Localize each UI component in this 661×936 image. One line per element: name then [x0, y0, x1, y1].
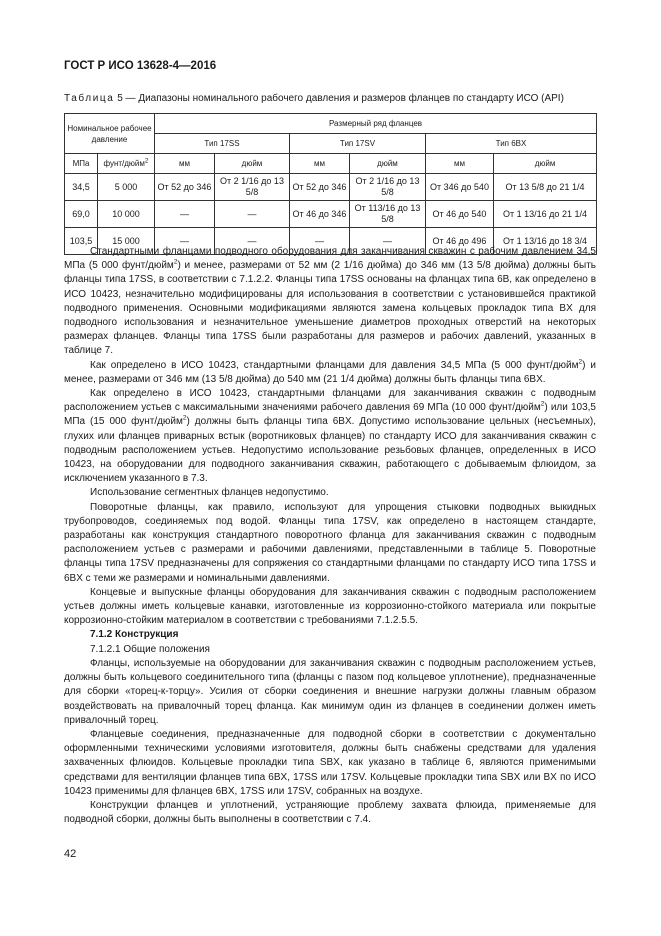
cell-mpa: 69,0 [65, 201, 98, 228]
cell-psi: 15 000 [98, 228, 155, 255]
unit-mm: мм [155, 154, 215, 174]
cell-psi: 10 000 [98, 201, 155, 228]
paragraph: Поворотные фланцы, как правило, используют для упрощения стыковки подводных выкидных трубопроводов, соединяемых под водой. Фланцы типа 17SV, как определено в настоящем стандарте, разработаны как конструкция стандартного поворотного фланца для заканчивания скважин с подводным расположением устьев с размерами и рабочими давлениями, представленными в таблице 5. Поворотные фланцы типа 17SV предназначены для сопряжения со стандартными фланцами по стандарту ИСО типа 17SS и 6BX с теми же размерами и номинальными давлениями. [64, 501, 596, 584]
header-flange-series: Размерный ряд фланцев [155, 114, 597, 134]
cell-17ss-inch: — [215, 228, 290, 255]
cell-17ss-inch: От 2 1/16 до 13 5/8 [215, 174, 290, 201]
table-row [65, 174, 597, 201]
cell-17ss-mm: — [155, 201, 215, 228]
flange-table [64, 113, 597, 255]
cell-17sv-mm: От 46 до 346 [290, 201, 350, 228]
paragraph: Фланцевые соединения, предназначенные для подводной сборки в соответствии с документально оформленными техническими условиями изготовителя, должны быть снабжены средствами для удаления захваченных флюидов. Кольцевые прокладки типа SBX, как указано в таблице 6, являются применимыми средствами для вентиляции фланцев типа 6BX, 17SS или 17SV. Кольцевые прокладки типа SBX или BX по ИСО 10423 применимы для фланцев 6BX, 17SS или 17SV, собранных на воздухе. [64, 728, 596, 797]
unit-inch: дюйм [350, 154, 426, 174]
cell-psi: 5 000 [98, 174, 155, 201]
cell-17sv-inch: — [350, 228, 426, 255]
paragraph: Как определено в ИСО 10423, стандартными фланцами для давления 34,5 МПа (5 000 фунт/дюйм$^2$) и менее, размерами от 346 мм (13 5/8 дюйма) до 540 мм (21 1/4 дюйма) должны быть фланцы типа 6BX. [64, 358, 596, 385]
header-pressure: Номинальное рабочее давление [65, 114, 155, 154]
unit-mm: мм [290, 154, 350, 174]
paragraph: Концевые и выпускные фланцы оборудования для заканчивания скважин с подводным расположением устьев должны иметь кольцевые канавки, изготовленные из коррозионно-стойкого материала или покрытые коррозионно-стойким материалом в соответствии с требованиями 7.1.2.5.5. [64, 586, 596, 627]
cell-6bx-inch: От 13 5/8 до 21 1/4 [494, 174, 597, 201]
table-caption-text: 5 — Диапазоны номинального рабочего давления и размеров фланцев по стандарту ИСО (API) [117, 93, 564, 104]
unit-psi: фунт/дюйм$^2$ [98, 154, 155, 174]
cell-6bx-mm: От 46 до 540 [426, 201, 494, 228]
cell-17sv-mm: — [290, 228, 350, 255]
table-caption [64, 93, 564, 104]
cell-6bx-inch: От 1 13/16 до 18 3/4 [494, 228, 597, 255]
header-type-17ss: Тип 17SS [155, 134, 290, 154]
cell-17ss-mm: От 52 до 346 [155, 174, 215, 201]
document-body [64, 245, 596, 827]
cell-mpa: 34,5 [65, 174, 98, 201]
paragraph: Конструкции фланцев и уплотнений, устраняющие проблему захвата флюида, применяемые для подводной сборки, должны быть выполнены в соответствии с 7.4. [64, 799, 596, 826]
cell-17ss-inch: — [215, 201, 290, 228]
cell-6bx-mm: От 46 до 496 [426, 228, 494, 255]
cell-17sv-mm: От 52 до 346 [290, 174, 350, 201]
cell-6bx-mm: От 346 до 540 [426, 174, 494, 201]
subsection-heading: 7.1.2.1 Общие положения [90, 643, 210, 655]
header-type-6bx: Тип 6BX [426, 134, 597, 154]
cell-6bx-inch: От 1 13/16 до 21 1/4 [494, 201, 597, 228]
unit-inch: дюйм [215, 154, 290, 174]
unit-mm: мм [426, 154, 494, 174]
cell-17sv-inch: От 113/16 до 13 5/8 [350, 201, 426, 228]
header-type-17sv: Тип 17SV [290, 134, 426, 154]
table-caption-prefix: Таблица [64, 93, 115, 104]
section-heading: 7.1.2 Конструкция [90, 629, 179, 641]
paragraph: Фланцы, используемые на оборудовании для заканчивания скважин с подводным расположением устьев, должны быть кольцевого соединительного типа (фланцы с пазом под кольцевое уплотнение), предназначенные для сборки «торец-к-торцу». Усилия от сборки соединения и внешние нагрузки должны главным образом воздействовать на привалочный торец фланца. Как минимум один из фланцев в соединении должен иметь привалочный торец. [64, 657, 596, 726]
paragraph: Как определено в ИСО 10423, стандартными фланцами для заканчивания скважин с подводным расположением устьев с максимальными значениями рабочего давления 69 МПа (10 000 фунт/дюйм$^2$) или 103,5 МПа (15 000 фунт/дюйм$^2$) должны быть фланцы типа 6BX. Допустимо использование цельных (несъемных), глухих или фланцев приварных встык (воротниковых фланцев) по стандарту ИСО для заканчивания скважин с подводным расположением устьев. Недопустимо использование резьбовых фланцев, определенных в ИСО 10423, на оборудовании для подводного заканчивания скважин, работающего с добываемым флюидом, за исключением указанного в 7.3. [64, 388, 596, 485]
document-header: ГОСТ Р ИСО 13628-4—2016 [64, 60, 217, 72]
table-row [65, 201, 597, 228]
cell-mpa: 103,5 [65, 228, 98, 255]
cell-17sv-inch: От 2 1/16 до 13 5/8 [350, 174, 426, 201]
unit-mpa: МПа [65, 154, 98, 174]
paragraph: Стандартными фланцами подводного оборудования для заканчивания скважин с рабочим давлением 34,5 МПа (5 000 фунт/дюйм$^2$) и менее, размерами от 52 мм (2 1/16 дюйма) до 346 мм (13 5/8 дюйма) должны быть фланцы типа 17SS, в соответствии с 7.1.2.2. Фланцы типа 17SS основаны на фланцах типа 6B, как определено в ИСО 10423, незначительно модифицированы для использования в соответствии с установившейся практикой подводного применения. Основными модификациями являются замена кольцевых прокладок типа BX для подводного использования и незначительное уменьшение диаметров проходных отверстий на некоторых размерах фланцев. Фланцы типа 17SS были разработаны для размеров и рабочих давлений, указанных в таблице 7. [64, 246, 596, 357]
paragraph: Использование сегментных фланцев недопустимо. [90, 487, 329, 499]
page-number: 42 [64, 848, 77, 860]
unit-inch: дюйм [494, 154, 597, 174]
cell-17ss-mm: — [155, 228, 215, 255]
